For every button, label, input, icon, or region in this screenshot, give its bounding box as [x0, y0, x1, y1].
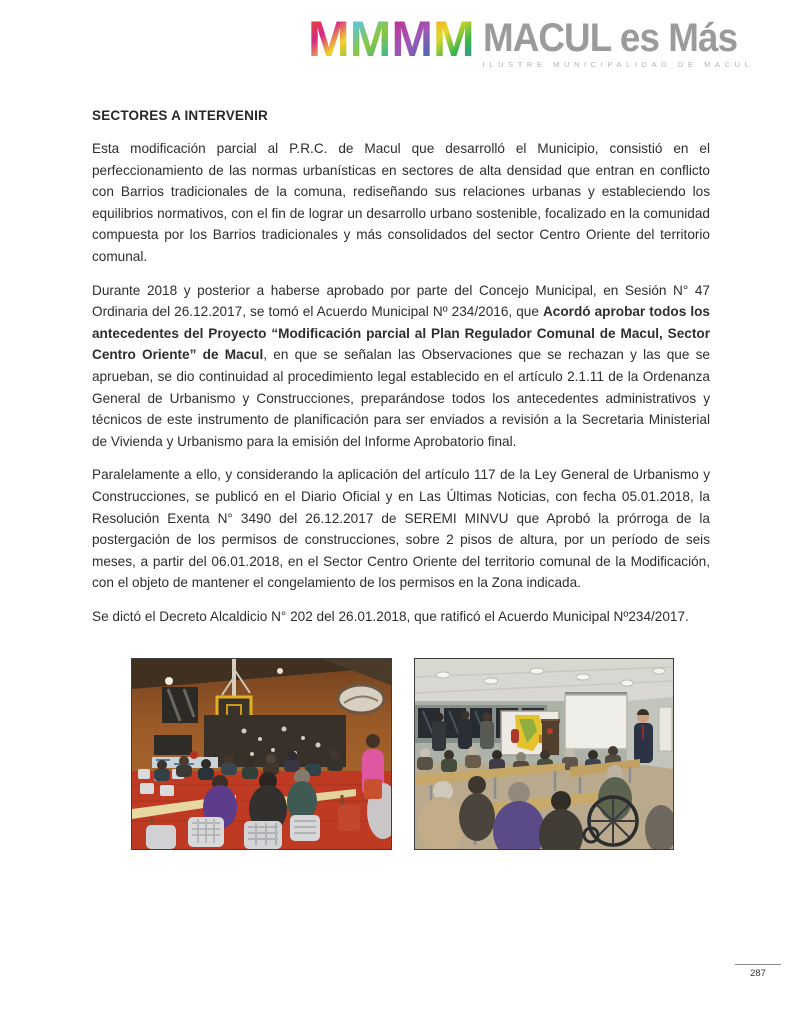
document-body: [92, 108, 710, 639]
paragraph-1: [92, 138, 710, 268]
ceiling-light: [165, 677, 173, 685]
paragraph-text: Durante 2018 y posterior a haberse aprobado por parte del Concejo Municipal, en Sesión N° 47 Ordinaria del 26.12.2017, se tomó el Acuerdo Municipal Nº 234/2016, que: [92, 282, 710, 320]
meeting-room-illustration: [415, 659, 673, 849]
paragraph-2: [92, 280, 710, 453]
flipchart: [659, 707, 672, 751]
paragraph-3: [92, 464, 710, 594]
logo-title: MACUL es Más: [482, 16, 737, 60]
ceiling-light: [277, 668, 283, 674]
photo-community-meeting-room: [414, 658, 674, 850]
podium: [541, 719, 560, 755]
logo-m-icon: M: [391, 11, 431, 67]
logo-m-icon: M: [308, 11, 348, 67]
section-heading: SECTORES A INTERVENIR: [92, 108, 268, 123]
logo-subtitle: ILUSTRE MUNICIPALIDAD DE MACUL: [482, 60, 754, 69]
page-number: 287: [750, 968, 766, 979]
photo-row: [131, 658, 674, 850]
footer-divider: [735, 964, 781, 965]
logo-text: [483, 14, 759, 69]
gym-photo-illustration: [132, 659, 391, 849]
macul-logo: [308, 11, 759, 69]
logo-mmmm-icon: [308, 11, 473, 67]
paragraph-text: , en que se señalan las Observaciones que se rechazan y las que se aprueban, se dio continuidad al procedimiento legal establecido en el artículo 2.1.11 de la Ordenanza General de Urbanismo y Construcciones, preparándose todos los antecedentes administrativos y técnicos de este instrumento de planificación para ser enviados a revisión a la Secretaria Ministerial de Vivienda y Urbanismo para la emisión del Informe Aprobatorio final.: [92, 347, 710, 449]
paragraph-text: Paralelamente a ello, y considerando la aplicación del artículo 117 de la Ley General de Urbanismo y Construcciones, se publicó en el Diario Oficial y en Las Últimas Noticias, con fecha 05.01.2018, la Resolución Exenta N° 3490 del 26.12.2017 de SEREMI MINVU que Aprobó la prórroga de la postergación de los permisos de construcciones, sobre 2 pisos de altura, por un período de seis meses, a partir del 06.01.2018, en el Sector Centro Oriente del territorio comunal de la Modificación, con el objeto de mantener el congelamiento de los permisos en la Zona indicada.: [92, 467, 710, 591]
lower-window: [154, 735, 192, 755]
projector-screen: [565, 692, 627, 749]
logo-m-icon: M: [349, 11, 390, 67]
paragraph-text: Se dictó el Decreto Alcaldicio N° 202 del 26.01.2018, que ratificó el Acuerdo Municipal Nº234/2017.: [92, 608, 689, 624]
oval-window: [338, 685, 384, 713]
paragraph-4: [92, 606, 710, 628]
photo-community-meeting-gym: [131, 658, 392, 850]
paragraph-text: Esta modificación parcial al P.R.C. de Macul que desarrolló el Municipio, consistió en el perfeccionamiento de las normas urbanísticas en sectores de alta densidad que entran en conflicto con Barrios tradicionales de la comuna, rediseñando sus relaciones urbanas y estableciendo los equilibrios normativos, con el fin de lograr un desarrollo urbano sostenible, focalizado en la comunidad compuesta por los Barrios tradicionales y más consolidados del sector Centro Oriente del territorio comunal.: [92, 141, 710, 264]
upper-window: [162, 687, 198, 723]
paragraph-bold-text: Acordó aprobar todos los antecedentes del Proyecto “Modificación parcial al Plan Regulador Comunal de Macul, Sector Centro Oriente” de Macul: [92, 304, 710, 363]
logo-m-icon: M: [432, 11, 473, 67]
